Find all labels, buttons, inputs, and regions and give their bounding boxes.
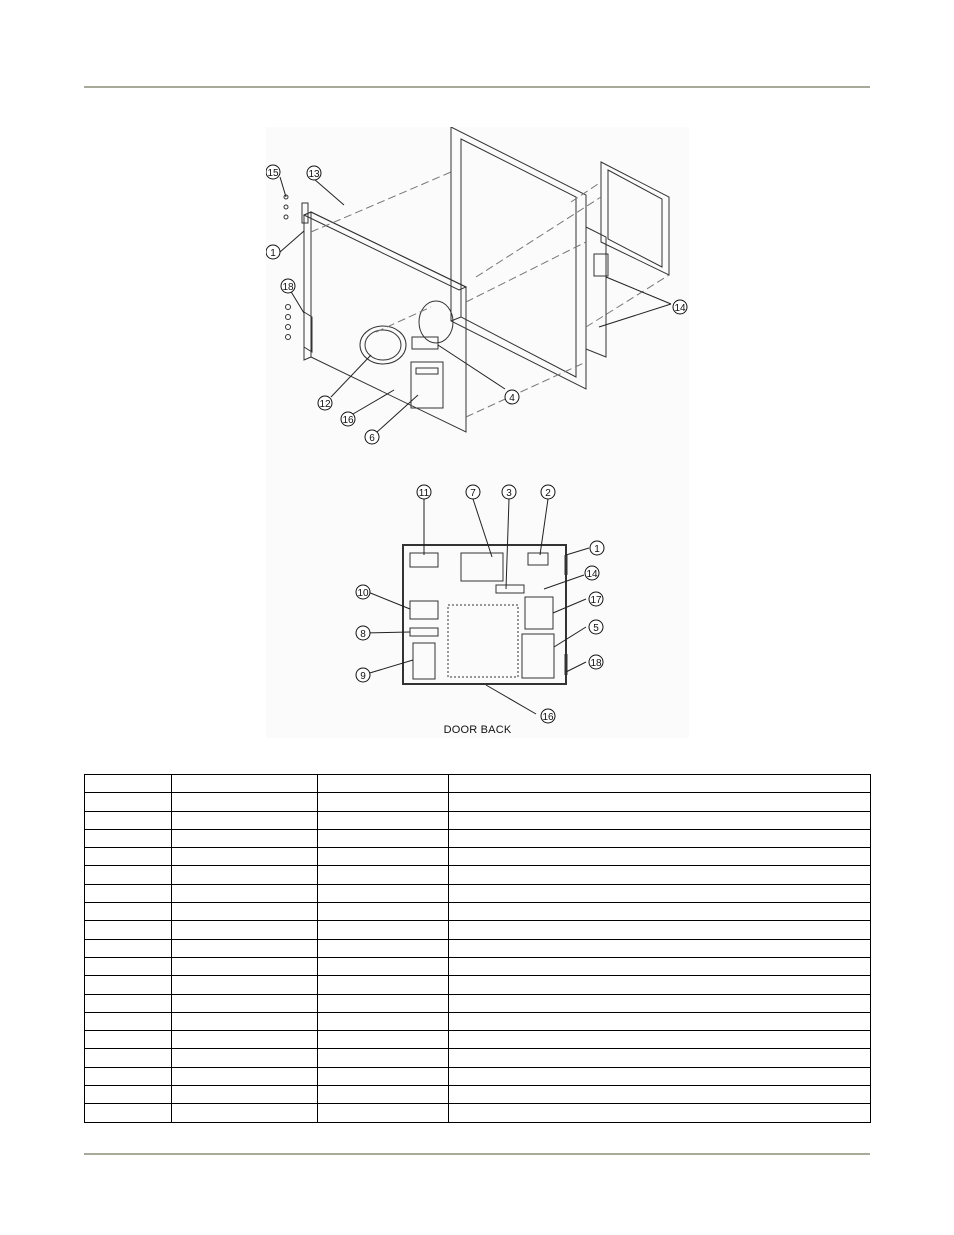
table-cell	[449, 848, 871, 866]
table-cell	[85, 1104, 172, 1122]
table-row	[85, 939, 871, 957]
table-row	[85, 1067, 871, 1085]
side-frame	[586, 162, 669, 357]
table-cell	[172, 1031, 318, 1049]
table-cell	[172, 976, 318, 994]
table-cell	[172, 1067, 318, 1085]
table-cell	[85, 829, 172, 847]
table-cell	[318, 866, 449, 884]
door-back-view	[403, 545, 566, 684]
callout-14: 14	[674, 303, 686, 314]
table-cell	[85, 957, 172, 975]
table-cell	[318, 775, 449, 793]
table-cell	[318, 1104, 449, 1122]
callout-1: 1	[270, 248, 276, 259]
callout-11: 11	[418, 488, 430, 499]
callout-2: 2	[545, 488, 551, 499]
table-cell	[85, 775, 172, 793]
table-cell	[172, 1104, 318, 1122]
callout-17: 17	[590, 595, 602, 606]
table-row	[85, 1012, 871, 1030]
table-cell	[318, 976, 449, 994]
table-cell	[449, 793, 871, 811]
table-row	[85, 1086, 871, 1104]
table-cell	[85, 1012, 172, 1030]
callout-15: 15	[267, 168, 279, 179]
table-cell	[318, 848, 449, 866]
callout-3: 3	[506, 488, 512, 499]
callout-7: 7	[470, 488, 476, 499]
table-cell	[172, 884, 318, 902]
table-cell	[449, 939, 871, 957]
table-cell	[318, 921, 449, 939]
table-cell	[318, 829, 449, 847]
table-cell	[449, 1086, 871, 1104]
table-cell	[172, 957, 318, 975]
parts-table	[84, 774, 871, 1123]
table-cell	[172, 775, 318, 793]
table-row	[85, 793, 871, 811]
table-cell	[172, 903, 318, 921]
table-cell	[85, 1031, 172, 1049]
assembly-lines	[311, 172, 669, 417]
table-cell	[318, 939, 449, 957]
table-cell	[85, 1086, 172, 1104]
table-row	[85, 957, 871, 975]
parts-diagram	[266, 127, 689, 738]
table-cell	[318, 1067, 449, 1085]
parts-table-body	[85, 775, 871, 1123]
table-row	[85, 994, 871, 1012]
table-cell	[449, 1031, 871, 1049]
callout-5: 5	[593, 623, 599, 634]
table-cell	[318, 1086, 449, 1104]
table-row	[85, 976, 871, 994]
callout-4: 4	[509, 393, 515, 404]
table-cell	[449, 775, 871, 793]
callout-10: 10	[357, 588, 369, 599]
callout-16-back: 16	[542, 712, 554, 723]
table-cell	[85, 848, 172, 866]
table-row	[85, 775, 871, 793]
table-cell	[172, 793, 318, 811]
table-cell	[318, 811, 449, 829]
table-cell	[172, 994, 318, 1012]
table-cell	[85, 1067, 172, 1085]
table-cell	[318, 793, 449, 811]
table-cell	[172, 921, 318, 939]
table-cell	[449, 976, 871, 994]
table-cell	[172, 1049, 318, 1067]
table-row	[85, 884, 871, 902]
table-cell	[172, 866, 318, 884]
table-cell	[449, 1012, 871, 1030]
table-cell	[449, 1067, 871, 1085]
table-cell	[449, 1104, 871, 1122]
table-cell	[85, 1049, 172, 1067]
table-cell	[318, 994, 449, 1012]
table-row	[85, 903, 871, 921]
table-row	[85, 848, 871, 866]
leader-lines	[280, 177, 671, 714]
table-row	[85, 829, 871, 847]
table-cell	[318, 903, 449, 921]
table-cell	[449, 811, 871, 829]
table-cell	[85, 866, 172, 884]
callout-18: 18	[282, 282, 294, 293]
table-row	[85, 1031, 871, 1049]
header-rule	[84, 86, 870, 88]
table-cell	[449, 903, 871, 921]
callout-9: 9	[360, 671, 366, 682]
table-row	[85, 1049, 871, 1067]
footer-rule	[84, 1153, 870, 1155]
table-cell	[449, 921, 871, 939]
table-cell	[172, 829, 318, 847]
table-cell	[172, 848, 318, 866]
exploded-view-drawing	[266, 127, 689, 738]
table-cell	[449, 829, 871, 847]
figure-caption: DOOR BACK	[443, 724, 512, 736]
table-cell	[449, 994, 871, 1012]
callout-13: 13	[308, 169, 320, 180]
table-row	[85, 921, 871, 939]
callout-18-back: 18	[590, 658, 602, 669]
table-cell	[85, 921, 172, 939]
callout-14-back: 14	[586, 569, 598, 580]
callout-8: 8	[360, 629, 366, 640]
table-row	[85, 866, 871, 884]
table-cell	[172, 1086, 318, 1104]
table-cell	[85, 976, 172, 994]
table-cell	[449, 957, 871, 975]
callout-circles	[266, 165, 687, 723]
table-cell	[85, 994, 172, 1012]
callout-6: 6	[369, 433, 375, 444]
table-cell	[172, 1012, 318, 1030]
callout-12: 12	[319, 399, 331, 410]
table-cell	[85, 939, 172, 957]
table-cell	[318, 1031, 449, 1049]
callout-1-back: 1	[594, 544, 600, 555]
table-cell	[318, 957, 449, 975]
table-cell	[318, 1012, 449, 1030]
table-cell	[85, 903, 172, 921]
table-cell	[172, 939, 318, 957]
table-cell	[172, 811, 318, 829]
hinge	[284, 195, 312, 352]
table-cell	[449, 866, 871, 884]
table-cell	[449, 884, 871, 902]
table-cell	[85, 884, 172, 902]
table-cell	[318, 884, 449, 902]
table-cell	[85, 811, 172, 829]
callout-16: 16	[342, 415, 354, 426]
table-row	[85, 811, 871, 829]
table-cell	[449, 1049, 871, 1067]
table-cell	[318, 1049, 449, 1067]
table-row	[85, 1104, 871, 1122]
table-cell	[85, 793, 172, 811]
back-frame	[451, 127, 586, 389]
